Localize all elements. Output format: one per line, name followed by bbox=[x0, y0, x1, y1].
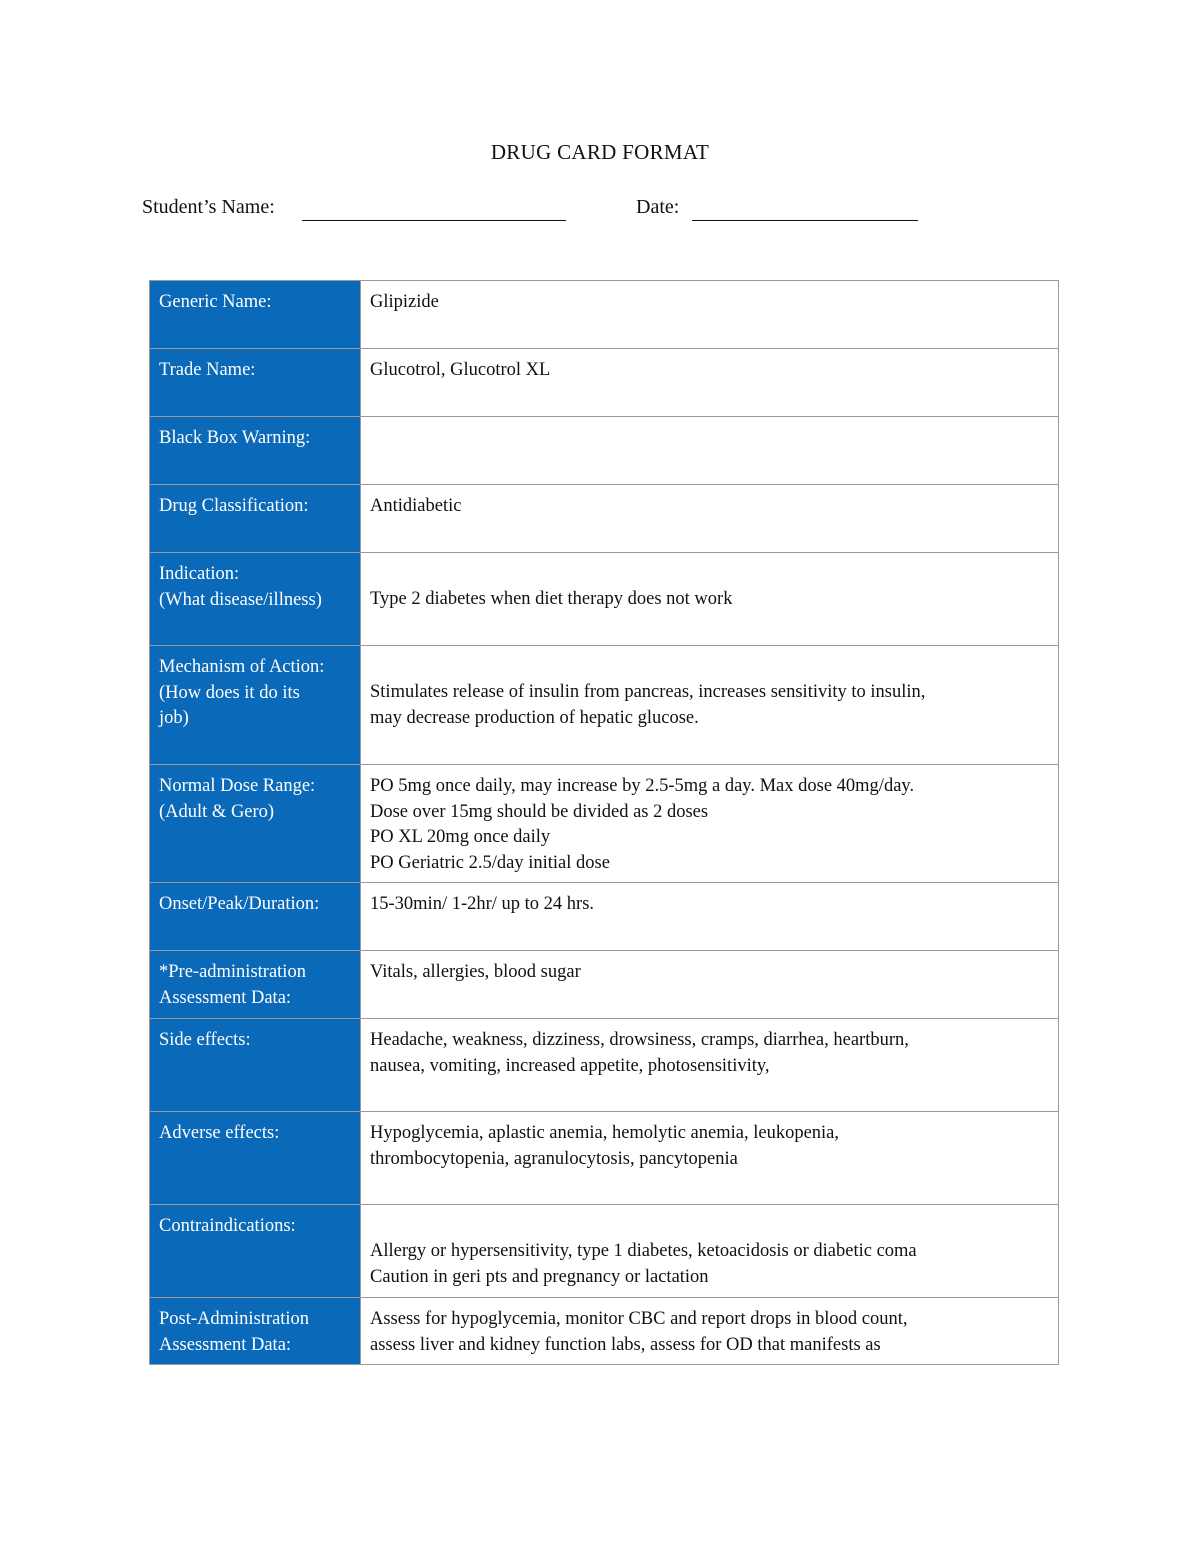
row-trade-name bbox=[150, 349, 1058, 417]
date-label: Date: bbox=[636, 196, 680, 218]
row-onset-peak-duration bbox=[150, 883, 1058, 951]
black-box-warning-label: Black Box Warning: bbox=[150, 417, 361, 484]
row-normal-dose-range bbox=[150, 765, 1058, 883]
generic-name-value bbox=[361, 281, 1058, 348]
post-administration-assessment-label: Post-Administration Assessment Data: bbox=[150, 1298, 361, 1365]
row-contraindications bbox=[150, 1205, 1058, 1298]
pre-administration-assessment-value bbox=[361, 951, 1058, 1018]
row-side-effects bbox=[150, 1019, 1058, 1112]
generic-name-label: Generic Name: bbox=[150, 281, 361, 348]
mechanism-of-action-label: Mechanism of Action: (How does it do its job) bbox=[150, 646, 361, 764]
onset-peak-duration-label: Onset/Peak/Duration: bbox=[150, 883, 361, 950]
header-fields bbox=[142, 196, 1042, 228]
adverse-effects-value-line: Hypoglycemia, aplastic anemia, hemolytic anemia, leukopenia, bbox=[370, 1123, 840, 1143]
drug-classification-label: Drug Classification: bbox=[150, 485, 361, 552]
normal-dose-range-value-line: PO 5mg once daily, may increase by 2.5-5mg a day. Max dose 40mg/day. bbox=[370, 776, 915, 796]
row-mechanism-of-action bbox=[150, 646, 1058, 765]
generic-name-value-line: Glipizide bbox=[370, 292, 439, 312]
pre-administration-assessment-label: *Pre-administration Assessment Data: bbox=[150, 951, 361, 1018]
trade-name-value bbox=[361, 349, 1058, 416]
row-indication bbox=[150, 553, 1058, 646]
student-name-field[interactable] bbox=[302, 220, 566, 221]
drug-classification-value-line: Antidiabetic bbox=[370, 496, 462, 516]
date-field[interactable] bbox=[692, 220, 918, 221]
post-administration-assessment-value-line: Assess for hypoglycemia, monitor CBC and report drops in blood count, bbox=[370, 1309, 908, 1329]
contraindications-value-line: Allergy or hypersensitivity, type 1 diabetes, ketoacidosis or diabetic coma bbox=[370, 1241, 917, 1261]
side-effects-value bbox=[361, 1019, 1058, 1111]
trade-name-label: Trade Name: bbox=[150, 349, 361, 416]
trade-name-value-line: Glucotrol, Glucotrol XL bbox=[370, 360, 551, 380]
contraindications-value bbox=[361, 1205, 1058, 1297]
side-effects-label: Side effects: bbox=[150, 1019, 361, 1111]
row-black-box-warning bbox=[150, 417, 1058, 485]
mechanism-of-action-value bbox=[361, 646, 1058, 764]
pre-administration-assessment-value-line: Vitals, allergies, blood sugar bbox=[370, 962, 581, 982]
onset-peak-duration-value-line: 15-30min/ 1-2hr/ up to 24 hrs. bbox=[370, 894, 595, 914]
black-box-warning-value bbox=[361, 417, 1058, 484]
row-post-administration-assessment bbox=[150, 1298, 1058, 1365]
post-administration-assessment-value bbox=[361, 1298, 1058, 1365]
side-effects-value-line: Headache, weakness, dizziness, drowsiness, cramps, diarrhea, heartburn, bbox=[370, 1030, 909, 1050]
side-effects-value-line: nausea, vomiting, increased appetite, photosensitivity, bbox=[370, 1055, 770, 1076]
row-pre-administration-assessment bbox=[150, 951, 1058, 1019]
drug-classification-value bbox=[361, 485, 1058, 552]
adverse-effects-value-line: thrombocytopenia, agranulocytosis, pancytopenia bbox=[370, 1148, 738, 1169]
normal-dose-range-value-line: PO Geriatric 2.5/day initial dose bbox=[370, 852, 610, 873]
contraindications-label: Contraindications: bbox=[150, 1205, 361, 1297]
normal-dose-range-value-line: PO XL 20mg once daily bbox=[370, 827, 551, 847]
row-adverse-effects bbox=[150, 1112, 1058, 1205]
adverse-effects-label: Adverse effects: bbox=[150, 1112, 361, 1204]
normal-dose-range-label: Normal Dose Range: (Adult & Gero) bbox=[150, 765, 361, 882]
normal-dose-range-value-line: Dose over 15mg should be divided as 2 doses bbox=[370, 801, 709, 822]
normal-dose-range-value bbox=[361, 765, 1058, 882]
mechanism-of-action-value-line: may decrease production of hepatic glucose. bbox=[370, 707, 699, 728]
post-administration-assessment-value-line: assess liver and kidney function labs, assess for OD that manifests as bbox=[370, 1334, 881, 1355]
adverse-effects-value bbox=[361, 1112, 1058, 1204]
indication-label: Indication: (What disease/illness) bbox=[150, 553, 361, 645]
row-drug-classification bbox=[150, 485, 1058, 553]
indication-value-line: Type 2 diabetes when diet therapy does not work bbox=[370, 589, 733, 609]
onset-peak-duration-value bbox=[361, 883, 1058, 950]
row-generic-name bbox=[150, 281, 1058, 349]
student-name-label: Student’s Name: bbox=[142, 196, 275, 218]
drug-card-table bbox=[149, 280, 1059, 1365]
indication-value bbox=[361, 553, 1058, 645]
contraindications-value-line: Caution in geri pts and pregnancy or lactation bbox=[370, 1266, 709, 1287]
mechanism-of-action-value-line: Stimulates release of insulin from pancreas, increases sensitivity to insulin, bbox=[370, 682, 926, 702]
document-title: DRUG CARD FORMAT bbox=[490, 140, 710, 164]
